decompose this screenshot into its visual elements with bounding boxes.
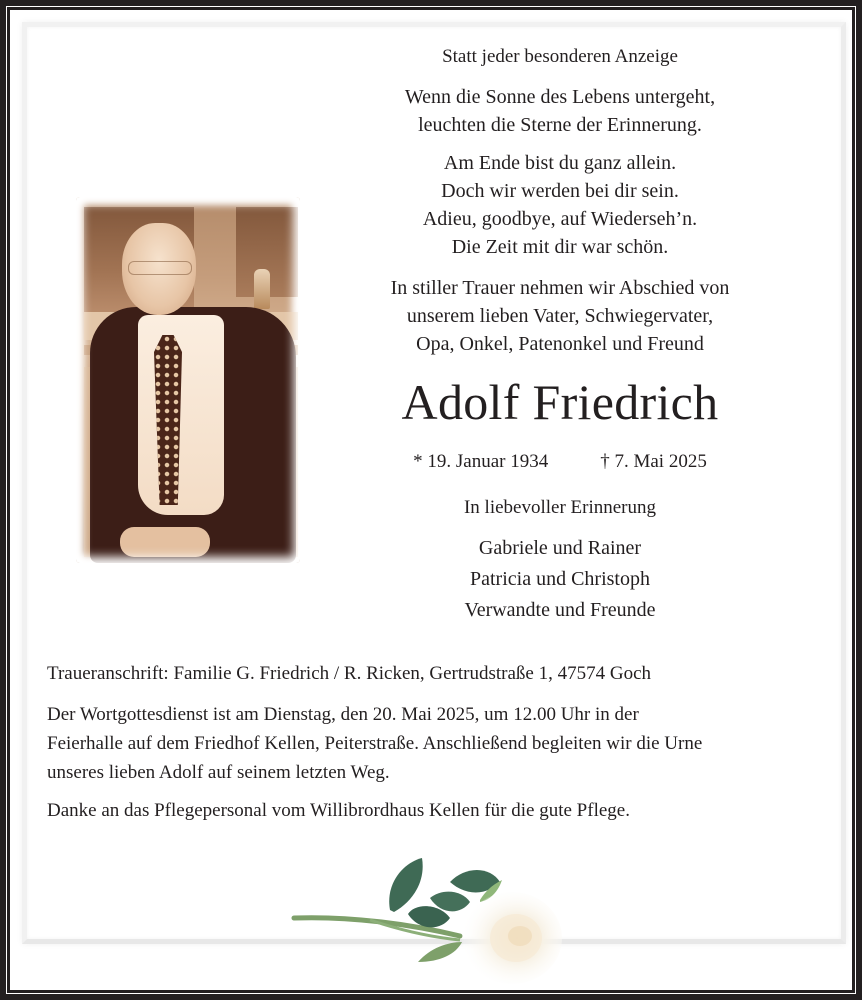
verse-line: Die Zeit mit dir war schön. [451,236,669,258]
address-text: Traueranschrift: Familie G. Friedrich / R. Ricken, Gertrudstraße 1, 47574 Goch [47,663,652,684]
deceased-name: Adolf Friedrich [401,374,719,430]
verse-line: Am Ende bist du ganz allein. [443,152,677,174]
white-rose-icon [290,852,590,992]
verse-line: leuchten die Sterne der Erinnerung. [418,114,702,136]
announcement-line: In stiller Trauer nehmen wir Abschied von [390,277,730,299]
thanks-text: Danke an das Pflegepersonal vom Willibrordhaus Kellen für die gute Pflege. [47,800,630,821]
remembrance-text: In liebevoller Erinnerung [463,497,657,518]
announcement [350,274,770,358]
service-line: unseres lieben Adolf auf seinem letzten Weg. [47,762,390,783]
life-dates [350,449,770,475]
mourner: Gabriele und Rainer [478,537,642,559]
funeral-address [47,659,747,688]
service-info [47,700,747,787]
birth-date: * 19. Januar 1934 [413,451,549,472]
mourner: Patricia und Christoph [470,568,650,590]
notice-header: Statt jeder besonderen Anzeige [442,46,678,67]
photo-eyeglasses [128,261,192,275]
service-line: Der Wortgottesdienst ist am Dienstag, den 20. Mai 2025, um 12.00 Uhr in der [47,704,639,725]
photo-hands [120,527,210,557]
notice-header-block [350,43,770,70]
remembrance-block [350,494,770,521]
thanks-note [47,796,747,825]
deceased-name-block [350,374,770,430]
obituary-page [10,10,852,990]
announcement-line: unserem lieben Vater, Schwiegervater, [406,305,714,327]
service-line: Feierhalle auf dem Friedhof Kellen, Peiterstraße. Anschließend begleiten wir die Urne [47,733,703,754]
photo-shirt [138,315,224,515]
photo-wine-glass [254,269,270,309]
verse-line: Wenn die Sonne des Lebens untergeht, [404,86,716,108]
death-date: † 7. Mai 2025 [600,451,707,472]
verse-2 [350,149,770,261]
mourner: Verwandte und Freunde [464,599,656,621]
mourners-list [350,533,770,626]
verse-1 [350,83,770,139]
portrait-photo [76,197,300,563]
verse-line: Adieu, goodbye, auf Wiederseh’n. [422,208,698,230]
announcement-line: Opa, Onkel, Patenonkel und Freund [416,333,704,355]
verse-line: Doch wir werden bei dir sein. [441,180,679,202]
